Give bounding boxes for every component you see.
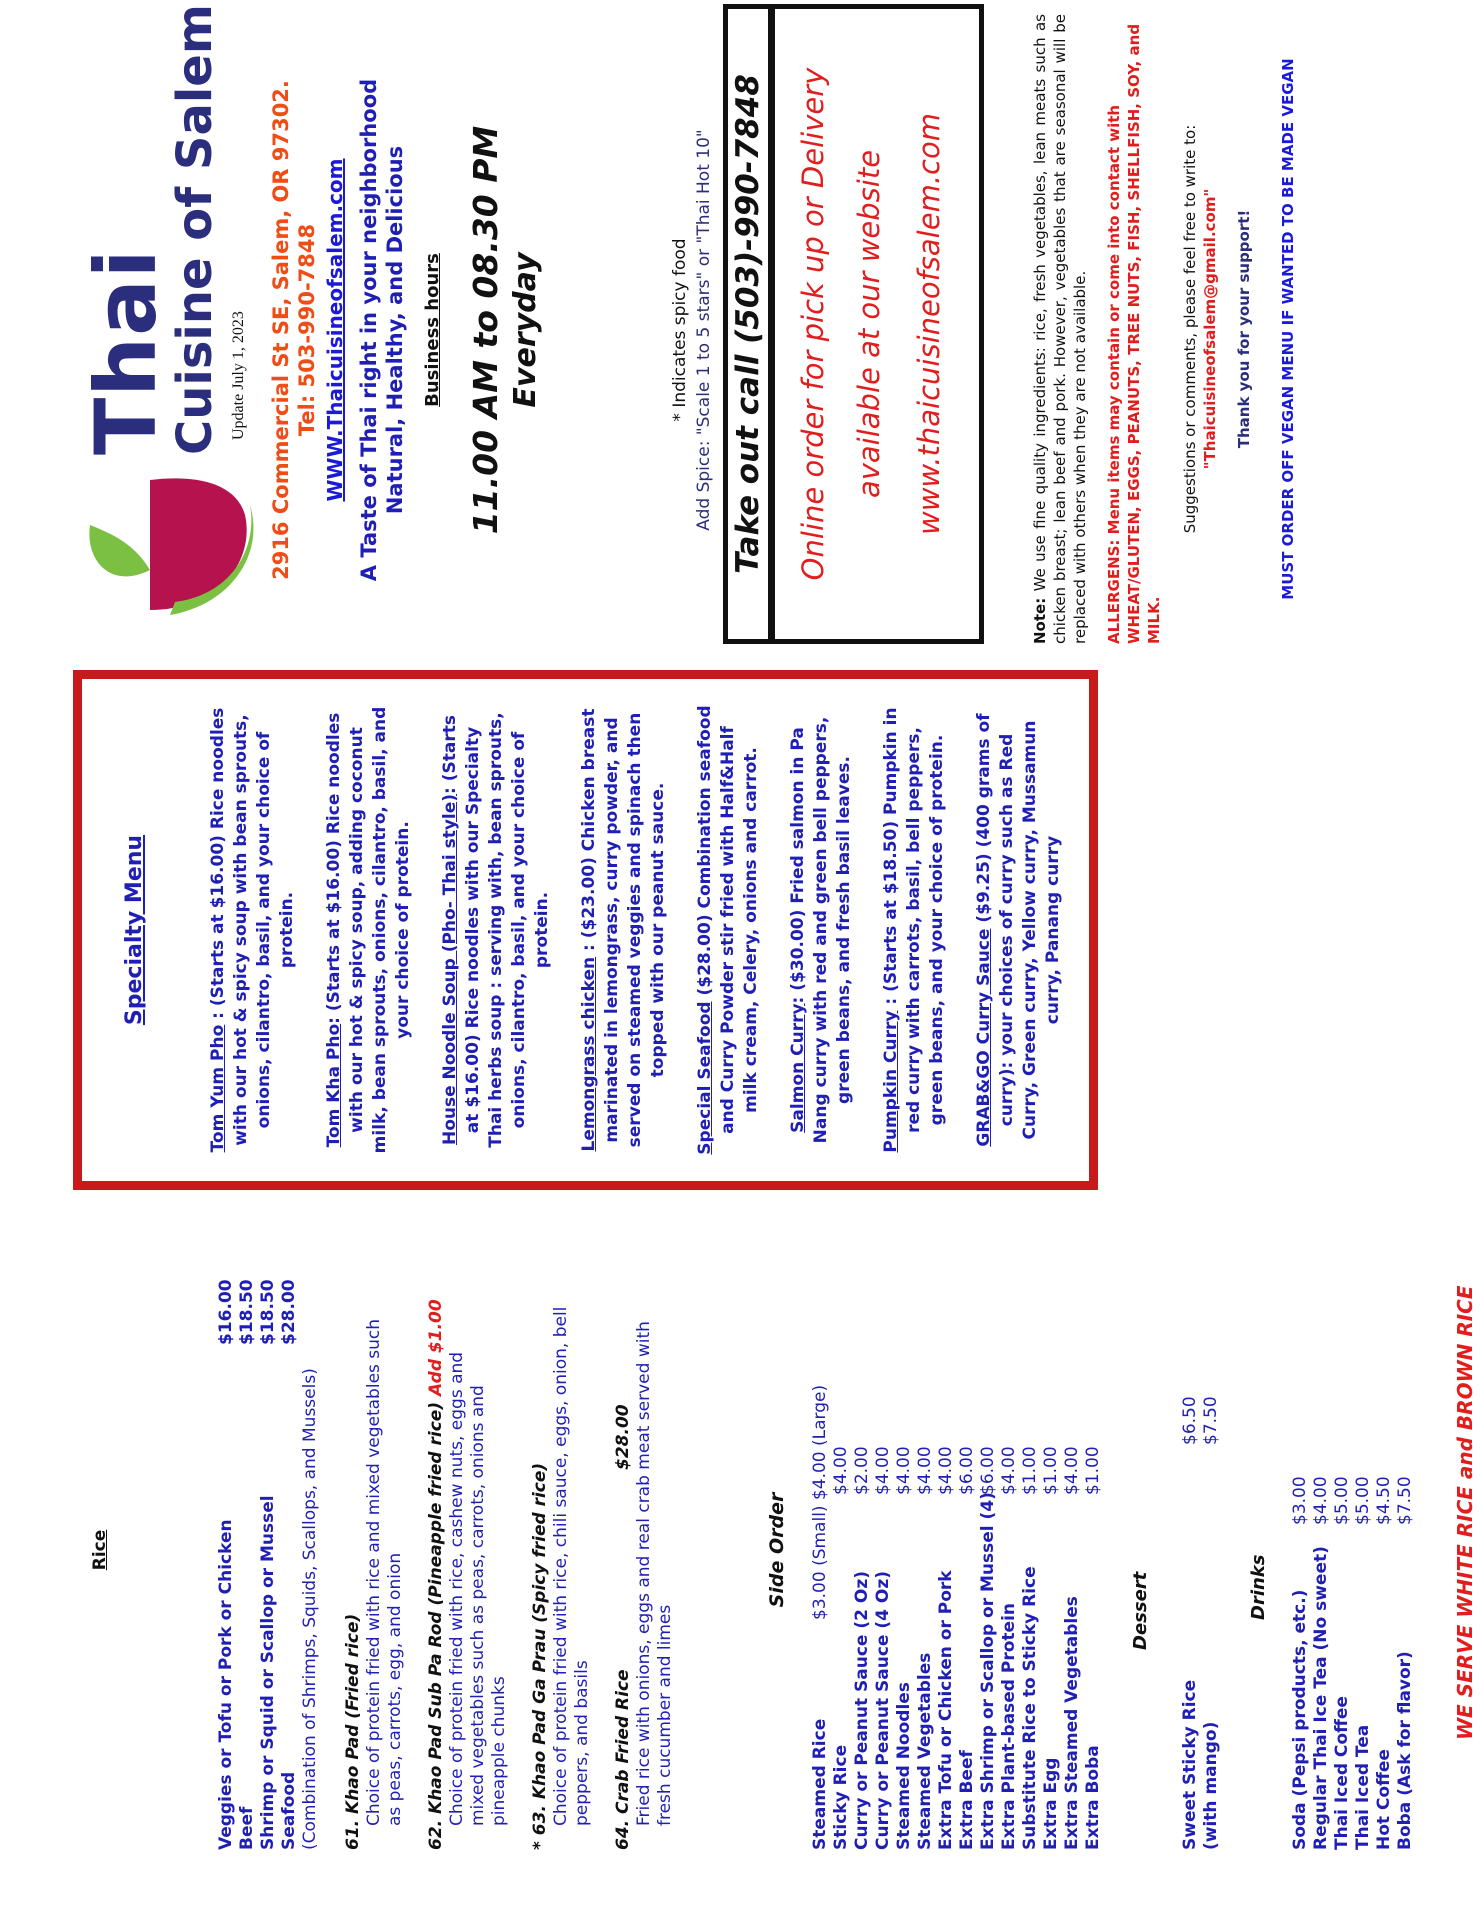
side-order-list xyxy=(810,1250,1104,1850)
dish-desc: Choice of protein fried with rice, cashew nuts, eggs and mixed vegetables such as peas, carrots, onions and pineapple chunks xyxy=(447,1351,509,1826)
price-row xyxy=(258,1250,279,1850)
telephone: Tel: 503-990-7848 xyxy=(295,223,319,437)
specialty-item xyxy=(207,705,299,1155)
drinks-list xyxy=(1290,1250,1416,1850)
dish-61 xyxy=(343,1250,406,1850)
specialty-heading: Specialty Menu xyxy=(122,834,147,1026)
dish-64 xyxy=(613,1250,676,1850)
item-price: $28.00 xyxy=(279,1279,299,1345)
suggestions: Suggestions or comments, please feel free to write to: xyxy=(1181,124,1199,534)
thanks: Thank you for your support! xyxy=(1235,209,1253,449)
item-price: $18.50 xyxy=(237,1279,257,1345)
side-row xyxy=(1062,1250,1083,1850)
address: 2916 Commercial St SE, Salem, OR 97302. xyxy=(269,80,293,580)
side-row xyxy=(999,1250,1020,1850)
item-name: Beef xyxy=(237,1806,257,1850)
specialty-name: Tom Kha Pho xyxy=(324,1023,344,1148)
item-name: Thai Iced Tea xyxy=(1353,1724,1373,1850)
item-name: Extra Beef xyxy=(957,1750,977,1850)
price-row xyxy=(279,1250,300,1850)
specialty-text: : ($23.00) Chicken breast marinated in lemongrass, curry powder, and served on steamed veggies and spinach then topped with our peanut sauce. xyxy=(579,708,668,1148)
item-price: $4.00 xyxy=(936,1446,956,1495)
online-order-url[interactable]: www.thaicuisineofsalem.com xyxy=(912,113,946,536)
item-name: Sweet Sticky Rice xyxy=(1180,1679,1200,1850)
dish-extra: $28.00 xyxy=(613,1404,633,1470)
dish-desc: Choice of protein fried with rice and mixed vegetables such as peas, carrots, egg, and onion xyxy=(364,1318,405,1826)
note-text: We use fine quality ingredients: rice, fresh vegetables, lean meats such as chicken breast; lean beef and pork. However, vegetables that are seasonal will be replaced with others when they are not available. xyxy=(1031,14,1089,644)
dish-title: * 63. Khao Pad Ga Prau (Spicy fried rice) xyxy=(530,1462,550,1850)
dessert-row xyxy=(1201,1250,1222,1850)
item-name: Extra Egg xyxy=(1041,1757,1061,1850)
item-name: Extra Boba xyxy=(1083,1745,1103,1850)
item-name: Curry or Peanut Sauce (4 Oz) xyxy=(873,1570,893,1850)
item-name: Seafood xyxy=(279,1771,299,1850)
item-price: $1.00 xyxy=(1083,1446,1103,1495)
specialty-name: Tom Yum Pho xyxy=(208,1024,228,1153)
tagline-1: A Taste of Thai right in your neighborhood xyxy=(357,78,381,582)
tagline-2: Natural, Healthy, and Delicious xyxy=(383,145,407,515)
specialty-text: : (Starts at $18.50) Pumpkin in red curry with carrots, basil, bell peppers, green beans, and your choice of protein. xyxy=(881,707,947,1133)
specialty-text: : ($30.00) Fried salmon in Pa Nang curry with red and green bell peppers, green beans, and fresh basil leaves. xyxy=(788,716,854,1144)
specialty-name: Salmon Curry xyxy=(788,1003,808,1133)
item-name: Regular Thai Ice Tea (No sweet) xyxy=(1311,1546,1331,1850)
note-label: Note: xyxy=(1031,597,1049,644)
specialty-item xyxy=(578,705,670,1155)
notes xyxy=(1030,14,1298,644)
item-name: Veggies or Tofu or Pork or Chicken xyxy=(216,1519,236,1850)
item-price: $1.00 xyxy=(1020,1446,1040,1495)
specialty-name: Pumpkin Curry xyxy=(881,1010,901,1153)
rice-heading: Rice xyxy=(90,1529,110,1571)
item-price: $4.00 xyxy=(999,1446,1019,1495)
drink-row xyxy=(1332,1250,1353,1850)
side-order-heading: Side Order xyxy=(766,1492,788,1608)
item-price: $2.00 xyxy=(852,1446,872,1495)
item-name: (with mango) xyxy=(1201,1721,1221,1850)
side-row xyxy=(1020,1250,1041,1850)
item-price: $4.50 xyxy=(1374,1476,1394,1525)
rice-banner: WE SERVE WHITE RICE and BROWN RICE xyxy=(1453,1285,1477,1740)
online-order-box xyxy=(770,4,984,644)
item-name: Boba (Ask for flavor) xyxy=(1395,1651,1415,1850)
item-price: $5.00 xyxy=(1332,1476,1352,1525)
specialty-item xyxy=(973,705,1065,1155)
specialty-item xyxy=(694,705,763,1155)
drinks-heading: Drinks xyxy=(1248,1554,1269,1620)
vegan-notice: MUST ORDER OFF VEGAN MENU IF WANTED TO BE MADE VEGAN xyxy=(1279,58,1297,600)
item-name: Extra Plant-based Protein xyxy=(999,1602,1019,1850)
item-price: $3.00 xyxy=(1290,1476,1310,1525)
item-price: $4.00 xyxy=(831,1446,851,1495)
item-name: Steamed Noodles xyxy=(894,1682,914,1850)
hours-heading: Business hours xyxy=(422,253,443,407)
price-row xyxy=(216,1250,237,1850)
side-row xyxy=(873,1250,894,1850)
item-name: Substitute Rice to Sticky Rice xyxy=(1020,1566,1040,1850)
brand-info xyxy=(268,10,545,650)
item-name: Sticky Rice xyxy=(831,1744,851,1850)
item-price: $6.50 xyxy=(1180,1396,1200,1445)
specialty-name: GRAB&GO Curry Sauce xyxy=(974,928,994,1147)
drink-row xyxy=(1311,1250,1332,1850)
item-name: Steamed Vegetables xyxy=(915,1652,935,1850)
dessert-row xyxy=(1180,1250,1201,1850)
takeout-box xyxy=(723,4,773,644)
dish-desc: Fried rice with onions, eggs and real crab meat served with fresh cucumber and limes xyxy=(634,1321,675,1826)
allergens: ALLERGENS: Menu items may contain or come into contact with WHEAT/GLUTEN, EGGS, PEANUTS, TREE NUTS, FISH, SHELLFISH, SOY, and MILK. xyxy=(1105,23,1163,644)
specialty-text: : (Starts at $16.00) Rice noodles with our Specialty Thai herbs soup : serving with, bean sprouts, onions, cilantro, basil, and your choice of protein. xyxy=(440,712,552,1148)
drink-row xyxy=(1353,1250,1374,1850)
item-price: $18.50 xyxy=(258,1279,278,1345)
dessert-heading: Dessert xyxy=(1130,1571,1151,1650)
dessert-list xyxy=(1180,1250,1222,1850)
side-row xyxy=(1083,1250,1104,1850)
item-price: $5.00 xyxy=(1353,1476,1373,1525)
dish-desc: Choice of protein fried with rice, chili sauce, eggs, onion, bell peppers, and basils xyxy=(551,1306,592,1826)
side-row xyxy=(915,1250,936,1850)
dish-63 xyxy=(530,1250,593,1850)
specialty-menu-box xyxy=(73,670,1098,1190)
item-price: $4.00 xyxy=(894,1446,914,1495)
logo-thai: Thai xyxy=(77,248,175,455)
dish-62 xyxy=(426,1250,510,1850)
logo-cuisine: Cuisine of Salem xyxy=(167,4,223,455)
drink-row xyxy=(1290,1250,1311,1850)
website-link[interactable]: WWW.Thaicuisineofsalem.com xyxy=(323,158,347,502)
specialty-item xyxy=(439,705,554,1155)
item-price: $1.00 xyxy=(1041,1446,1061,1495)
takeout-call: Take out call (503)-990-7848 xyxy=(730,74,766,574)
specialty-text: : (Starts at $16.00) Rice noodles with our hot & spicy soup, adding coconut milk, bean sprouts, onions, cilantro, basil, and your choice of protein. xyxy=(324,706,413,1154)
side-row xyxy=(810,1250,831,1850)
dish-extra: Add $1.00 xyxy=(426,1299,446,1396)
dish-title: 61. Khao Pad (Fried rice) xyxy=(343,1613,363,1850)
item-price: $4.00 xyxy=(1311,1476,1331,1525)
specialty-item xyxy=(323,705,415,1155)
drink-row xyxy=(1374,1250,1395,1850)
side-row xyxy=(957,1250,978,1850)
item-name: Thai Iced Coffee xyxy=(1332,1696,1352,1850)
spice-line-1: * Indicates spicy food xyxy=(670,238,690,422)
drink-row xyxy=(1395,1250,1416,1850)
specialty-name: House Noodle Soup (Pho- Thai style) xyxy=(440,793,460,1146)
specialty-item xyxy=(787,705,856,1155)
item-name: Curry or Peanut Sauce (2 Oz) xyxy=(852,1570,872,1850)
specialty-text: ($9.25) (400 grams of curry): your choices of curry such as Red Curry, Green curry, Yellow curry, Mussamun curry, Panang curry xyxy=(974,713,1063,1140)
logo-icon xyxy=(80,470,260,630)
dish-title: 62. Khao Pad Sub Pa Rod (Pineapple fried rice) xyxy=(426,1401,446,1850)
side-row xyxy=(978,1250,999,1850)
item-name: Extra Shrimp or Scallop or Mussel (4) xyxy=(978,1492,998,1850)
item-price: $6.00 xyxy=(978,1446,998,1495)
online-order-2: available at our website xyxy=(852,149,886,499)
item-price: $7.50 xyxy=(1201,1396,1221,1445)
specialty-text: ($28.00) Combination seafood and Curry Powder stir fried with Half&Half milk cream, Celery, onions and carrot. xyxy=(695,705,761,1134)
side-row xyxy=(936,1250,957,1850)
spice-note xyxy=(668,10,716,650)
specialty-name: Special Seafood xyxy=(695,1001,715,1155)
note-paragraph xyxy=(1030,14,1090,644)
logo xyxy=(77,4,280,630)
item-name: Steamed Rice xyxy=(810,1718,830,1850)
contact-email[interactable]: "Thaicuisineofsalem@gmail.com" xyxy=(1201,188,1219,470)
item-name: Extra Steamed Vegetables xyxy=(1062,1596,1082,1850)
hours: 11.00 AM to 08.30 PM xyxy=(466,125,505,535)
item-price: $4.00 xyxy=(1062,1446,1082,1495)
side-row xyxy=(852,1250,873,1850)
item-price: $4.00 xyxy=(873,1446,893,1495)
item-name: Shrimp or Squid or Scallop or Mussel xyxy=(258,1495,278,1850)
item-price: $4.00 xyxy=(915,1446,935,1495)
seafood-note: (Combination of Shrimps, Squids, Scallops, and Mussels) xyxy=(300,1368,320,1850)
item-name: Extra Tofu or Chicken or Pork xyxy=(936,1570,956,1850)
price-row xyxy=(237,1250,258,1850)
specialty-name: Lemongrass chicken xyxy=(579,956,599,1152)
item-price: $16.00 xyxy=(216,1279,236,1345)
side-row xyxy=(894,1250,915,1850)
item-price: $3.00 (Small) $4.00 (Large) xyxy=(810,1384,830,1620)
specialty-text: : (Starts at $16.00) Rice noodles with our hot & spicy soup with bean sprouts, onions, cilantro, basil, and your choice of protein. xyxy=(208,707,297,1146)
side-row xyxy=(831,1250,852,1850)
item-name: Hot Coffee xyxy=(1374,1749,1394,1850)
dish-title: 64. Crab Fried Rice xyxy=(613,1669,633,1850)
side-row xyxy=(1041,1250,1062,1850)
item-price: $6.00 xyxy=(957,1446,977,1495)
spice-line-2: Add Spice: "Scale 1 to 5 stars" or "Thai Hot 10" xyxy=(694,129,714,531)
item-name: Soda (Pepsi products, etc.) xyxy=(1290,1589,1310,1850)
hours-days: Everyday xyxy=(508,252,543,408)
item-price: $7.50 xyxy=(1395,1476,1415,1525)
specialty-item xyxy=(880,705,949,1155)
online-order-1: Online order for pick up or Delivery xyxy=(796,67,830,581)
update-date: Update July 1, 2023 xyxy=(230,311,247,440)
